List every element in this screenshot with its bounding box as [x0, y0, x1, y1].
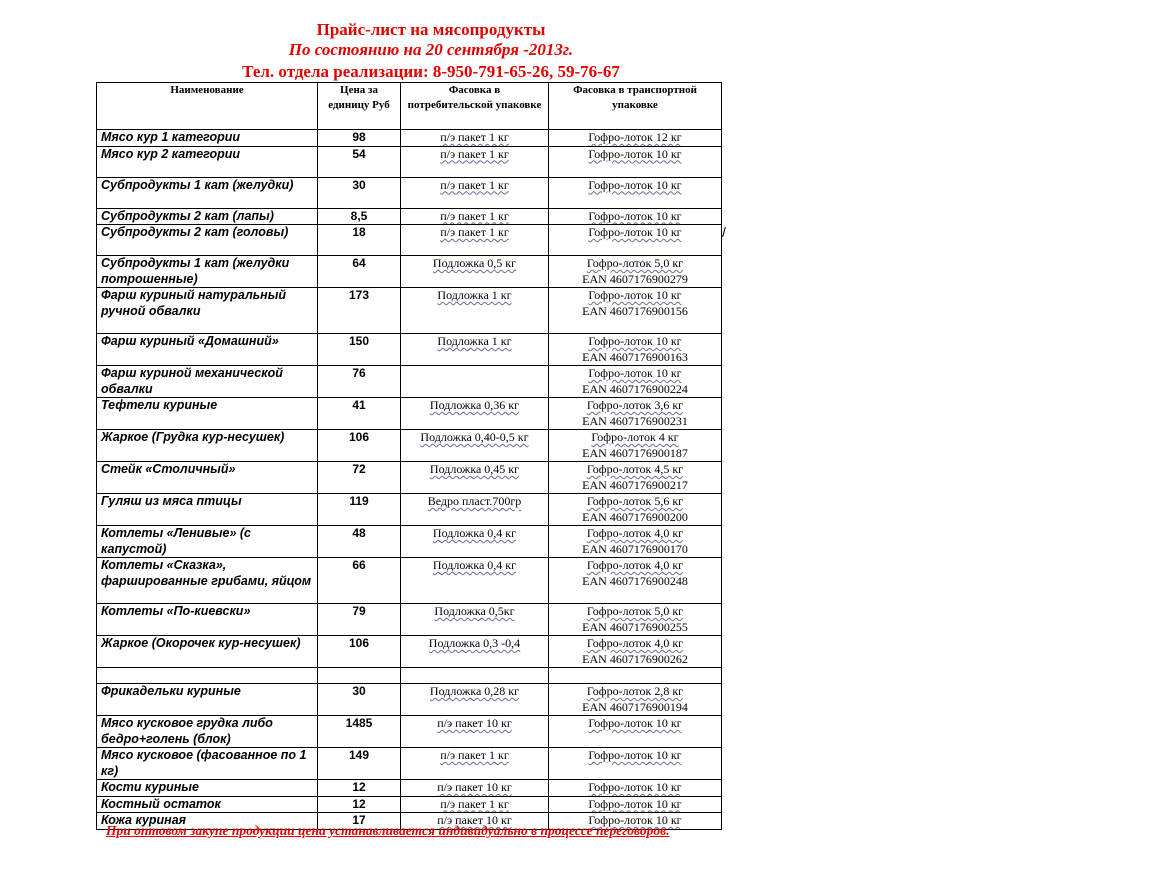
- product-name-cell-text: Мясо кусковое (фасованное по 1 кг): [101, 748, 307, 778]
- table-row: [97, 716, 722, 748]
- column-header-transport: Фасовка в транспортной упаковке: [549, 83, 722, 130]
- transport-pack-cell: [549, 780, 722, 797]
- consumer-pack-cell: [401, 716, 549, 748]
- transport-pack-cell-text: Гофро-лоток 2,8 кг: [586, 684, 684, 698]
- consumer-pack-cell: [401, 256, 549, 288]
- transport-pack-cell-text: Гофро-лоток 10 кг: [588, 748, 682, 762]
- product-name-cell: [97, 604, 318, 636]
- price-cell-text: 106: [348, 636, 370, 650]
- table-row: [97, 494, 722, 526]
- price-cell-text: 41: [352, 398, 366, 412]
- table-row: [97, 558, 722, 604]
- consumer-pack-cell-text: п/э пакет 10 кг: [437, 813, 512, 827]
- consumer-pack-cell-text: п/э пакет 1 кг: [440, 208, 509, 223]
- price-cell: [318, 208, 401, 225]
- price-cell: [318, 558, 401, 604]
- transport-pack-cell: [549, 398, 722, 430]
- table-row: [97, 748, 722, 780]
- consumer-pack-cell: [401, 398, 549, 430]
- product-name-cell: [97, 146, 318, 177]
- price-cell: [318, 636, 401, 668]
- consumer-pack-cell-text: п/э пакет 10 кг: [437, 716, 512, 730]
- ean-code: EAN 4607176900262: [582, 651, 688, 666]
- price-cell-text: 64: [352, 256, 366, 270]
- price-cell-text: 79: [352, 604, 366, 618]
- table-row: [97, 636, 722, 668]
- product-name-cell: [97, 668, 318, 684]
- price-cell: [318, 334, 401, 366]
- product-name-cell: [97, 256, 318, 288]
- product-name-cell: [97, 334, 318, 366]
- table-row: [97, 668, 722, 684]
- price-cell-text: 98: [352, 130, 366, 144]
- product-name-cell-text: Тефтели куриные: [101, 398, 218, 412]
- price-cell: [318, 604, 401, 636]
- price-cell: [318, 288, 401, 334]
- table-row: [97, 288, 722, 334]
- table-row: [97, 780, 722, 797]
- price-table-body: [97, 130, 722, 830]
- product-name-cell: [97, 225, 318, 256]
- date-line: По состоянию на 20 сентября -2013г.: [288, 40, 574, 59]
- price-cell: [318, 398, 401, 430]
- product-name-cell: [97, 177, 318, 208]
- transport-pack-cell: [549, 177, 722, 208]
- price-cell: [318, 494, 401, 526]
- product-name-cell-text: Фарш куриной механической обвалки: [101, 366, 283, 396]
- transport-pack-cell-text: Гофро-лоток 5,6 кг: [586, 494, 684, 508]
- price-cell-text: 30: [352, 177, 366, 192]
- price-cell: [318, 684, 401, 716]
- table-row: [97, 796, 722, 813]
- consumer-pack-cell: [401, 334, 549, 366]
- product-name-cell: [97, 684, 318, 716]
- transport-pack-cell-text: Гофро-лоток 10 кг: [588, 208, 682, 223]
- product-name-cell: [97, 780, 318, 797]
- product-name-cell: [97, 398, 318, 430]
- price-cell: [318, 748, 401, 780]
- transport-pack-cell: [549, 636, 722, 668]
- transport-pack-cell-text: Гофро-лоток 4,0 кг: [586, 558, 684, 572]
- transport-pack-cell: [549, 796, 722, 813]
- price-cell-text: 119: [349, 494, 369, 508]
- transport-pack-cell-text: Гофро-лоток 10 кг: [588, 177, 682, 192]
- consumer-pack-cell: [401, 288, 549, 334]
- product-name-cell-text: Котлеты «Сказка», фаршированные грибами, яйцом: [101, 558, 312, 588]
- table-row: [97, 177, 722, 208]
- price-cell: [318, 526, 401, 558]
- consumer-pack-cell: [401, 526, 549, 558]
- table-row: [97, 604, 722, 636]
- price-cell: [318, 256, 401, 288]
- price-cell-text: 1485: [345, 716, 373, 730]
- price-cell-text: 30: [352, 684, 366, 698]
- product-name-cell: [97, 558, 318, 604]
- consumer-pack-cell: [401, 796, 549, 813]
- table-row: [97, 256, 722, 288]
- price-cell-text: 17: [352, 813, 366, 827]
- transport-pack-cell-text: Гофро-лоток 10 кг: [588, 288, 682, 302]
- consumer-pack-cell-text: п/э пакет 1 кг: [440, 796, 509, 811]
- transport-pack-cell: [549, 462, 722, 494]
- transport-pack-cell: [549, 604, 722, 636]
- transport-pack-cell: [549, 668, 722, 684]
- price-cell-text: 48: [352, 526, 366, 540]
- product-name-cell: [97, 208, 318, 225]
- product-name-cell-text: Субпродукты 2 кат (лапы): [101, 208, 274, 223]
- product-name-cell-text: Жаркое (Окорочек кур-несушек): [101, 636, 301, 650]
- consumer-pack-cell-text: Подложка 0,45 кг: [429, 462, 520, 476]
- table-row: [97, 334, 722, 366]
- price-cell: [318, 366, 401, 398]
- price-table: [96, 82, 722, 830]
- ean-code: EAN 4607176900279: [582, 271, 688, 286]
- consumer-pack-cell-text: Подложка 0,4 кг: [432, 558, 517, 572]
- consumer-pack-cell: [401, 558, 549, 604]
- product-name-cell: [97, 462, 318, 494]
- product-name-cell: [97, 716, 318, 748]
- product-name-cell-text: Фарш куриный «Домашний»: [101, 334, 279, 348]
- ean-code: EAN 4607176900231: [582, 413, 688, 428]
- table-row: [97, 684, 722, 716]
- product-name-cell-text: Субпродукты 1 кат (желудки потрошенные): [101, 256, 290, 286]
- table-row: [97, 225, 722, 256]
- footer-note: При оптовом закупе продукции цена устанавливается индивидуально в процессе переговоров.: [106, 823, 670, 838]
- price-cell: [318, 716, 401, 748]
- product-name-cell-text: Стейк «Столичный»: [101, 462, 236, 476]
- price-cell: [318, 462, 401, 494]
- transport-pack-cell: [549, 526, 722, 558]
- table-row: [97, 526, 722, 558]
- transport-pack-cell-text: Гофро-лоток 3,6 кг: [586, 398, 684, 412]
- transport-pack-cell-text: Гофро-лоток 4 кг: [591, 430, 679, 444]
- price-cell-text: 173: [348, 288, 370, 302]
- transport-pack-cell-text: Гофро-лоток 10 кг: [588, 813, 682, 827]
- price-cell: [318, 177, 401, 208]
- transport-pack-cell-text: Гофро-лоток 10 кг: [588, 366, 682, 380]
- column-header-name: Наименование: [97, 83, 318, 130]
- transport-pack-cell-text: Гофро-лоток 10 кг: [588, 146, 682, 161]
- consumer-pack-cell-text: Подложка 0,4 кг: [432, 526, 517, 540]
- product-name-cell-text: Фарш куриный натуральный ручной обвалки: [101, 288, 287, 318]
- consumer-pack-cell-text: Подложка 0,28 кг: [429, 684, 520, 698]
- price-cell-text: 8,5: [350, 208, 368, 223]
- price-cell: [318, 225, 401, 256]
- ean-code: EAN 4607176900224: [582, 381, 688, 396]
- transport-pack-cell: [549, 334, 722, 366]
- page-title: Прайс-лист на мясопродукты: [316, 20, 546, 39]
- consumer-pack-cell-text: п/э пакет 1 кг: [440, 748, 509, 762]
- consumer-pack-cell: [401, 430, 549, 462]
- consumer-pack-cell-text: Подложка 0,5кг: [434, 604, 515, 618]
- product-name-cell: [97, 130, 318, 147]
- table-row: [97, 398, 722, 430]
- transport-pack-cell: [549, 716, 722, 748]
- transport-pack-cell-text: Гофро-лоток 10 кг: [588, 225, 682, 239]
- transport-pack-cell: [549, 208, 722, 225]
- transport-pack-cell-text: Гофро-лоток 12 кг: [588, 130, 682, 144]
- transport-pack-cell-text: Гофро-лоток 5,0 кг: [586, 604, 684, 618]
- product-name-cell-text: Кожа куриная: [101, 813, 187, 827]
- ean-code: EAN 4607176900163: [582, 349, 688, 364]
- price-cell-text: 12: [352, 780, 366, 794]
- transport-pack-cell-text: Гофро-лоток 10 кг: [588, 796, 682, 811]
- consumer-pack-cell-text: Подложка 0,5 кг: [432, 256, 517, 270]
- consumer-pack-cell-text: Ведро пласт.700гр: [427, 494, 522, 508]
- consumer-pack-cell: [401, 366, 549, 398]
- price-cell-text: 72: [352, 462, 366, 476]
- product-name-cell-text: Субпродукты 1 кат (желудки): [101, 177, 294, 192]
- product-name-cell-text: Костный остаток: [101, 796, 221, 811]
- ean-code: EAN 4607176900187: [582, 445, 688, 460]
- consumer-pack-cell: [401, 604, 549, 636]
- product-name-cell-text: Котлеты «Ленивые» (с капустой): [101, 526, 252, 556]
- price-cell: [318, 430, 401, 462]
- price-cell: [318, 668, 401, 684]
- price-cell: [318, 780, 401, 797]
- transport-pack-cell-text: Гофро-лоток 4,5 кг: [586, 462, 684, 476]
- product-name-cell: [97, 636, 318, 668]
- consumer-pack-cell-text: п/э пакет 1 кг: [440, 146, 509, 161]
- product-name-cell: [97, 526, 318, 558]
- transport-pack-cell-text: Гофро-лоток 10 кг: [588, 780, 682, 794]
- ean-code: EAN 4607176900217: [582, 477, 688, 492]
- consumer-pack-cell-text: п/э пакет 1 кг: [440, 225, 509, 239]
- transport-pack-cell-text: Гофро-лоток 10 кг: [588, 334, 682, 348]
- price-cell: [318, 796, 401, 813]
- column-header-consumer: Фасовка в потребительской упаковке: [401, 83, 549, 130]
- product-name-cell: [97, 748, 318, 780]
- transport-pack-cell-text: Гофро-лоток 5,0 кг: [586, 256, 684, 270]
- transport-pack-cell: [549, 684, 722, 716]
- price-cell-text: 18: [352, 225, 366, 239]
- transport-pack-cell-text: Гофро-лоток 4,0 кг: [586, 526, 684, 540]
- product-name-cell: [97, 430, 318, 462]
- consumer-pack-cell-text: п/э пакет 10 кг: [437, 780, 512, 794]
- price-cell-text: 76: [352, 366, 366, 380]
- stray-mark: /: [722, 224, 726, 240]
- ean-code: EAN 4607176900248: [582, 573, 688, 588]
- column-header-price: Цена за единицу Руб: [318, 83, 401, 130]
- price-cell-text: 12: [352, 796, 366, 811]
- ean-code: EAN 4607176900170: [582, 541, 688, 556]
- ean-code: EAN 4607176900194: [582, 699, 688, 714]
- transport-pack-cell: [549, 288, 722, 334]
- product-name-cell-text: Фрикадельки куриные: [101, 684, 241, 698]
- price-cell: [318, 146, 401, 177]
- product-name-cell-text: Мясо кур 1 категории: [101, 130, 241, 144]
- consumer-pack-cell: [401, 780, 549, 797]
- product-name-cell-text: Гуляш из мяса птицы: [101, 494, 242, 508]
- consumer-pack-cell-text: Подложка 0,3 -0,4: [428, 636, 521, 650]
- consumer-pack-cell-text: п/э пакет 1 кг: [440, 130, 509, 144]
- consumer-pack-cell: [401, 208, 549, 225]
- consumer-pack-cell-text: Подложка 0,40-0,5 кг: [420, 430, 529, 444]
- table-row: [97, 208, 722, 225]
- ean-code: EAN 4607176900156: [582, 303, 688, 318]
- transport-pack-cell: [549, 494, 722, 526]
- consumer-pack-cell: [401, 636, 549, 668]
- product-name-cell-text: Субпродукты 2 кат (головы): [101, 225, 289, 239]
- table-row: [97, 366, 722, 398]
- transport-pack-cell: [549, 748, 722, 780]
- product-name-cell: [97, 796, 318, 813]
- price-cell-text: 54: [352, 146, 366, 161]
- consumer-pack-cell: [401, 130, 549, 147]
- price-cell-text: 149: [348, 748, 370, 762]
- transport-pack-cell: [549, 558, 722, 604]
- transport-pack-cell: [549, 225, 722, 256]
- ean-code: EAN 4607176900200: [582, 509, 688, 524]
- consumer-pack-cell-text: Подложка 1 кг: [437, 288, 512, 302]
- table-row: [97, 462, 722, 494]
- consumer-pack-cell: [401, 668, 549, 684]
- consumer-pack-cell: [401, 748, 549, 780]
- product-name-cell-text: Мясо кусковое грудка либо бедро+голень (блок): [101, 716, 273, 746]
- consumer-pack-cell-text: п/э пакет 1 кг: [440, 177, 509, 192]
- table-row: [97, 130, 722, 147]
- product-name-cell: [97, 288, 318, 334]
- transport-pack-cell: [549, 366, 722, 398]
- table-row: [97, 430, 722, 462]
- price-cell-text: 66: [352, 558, 366, 572]
- transport-pack-cell: [549, 146, 722, 177]
- transport-pack-cell-text: Гофро-лоток 10 кг: [588, 716, 682, 730]
- product-name-cell-text: Котлеты «По-киевски»: [101, 604, 251, 618]
- consumer-pack-cell: [401, 684, 549, 716]
- product-name-cell-text: Мясо кур 2 категории: [101, 146, 241, 161]
- consumer-pack-cell-text: Подложка 1 кг: [437, 334, 512, 348]
- product-name-cell: [97, 494, 318, 526]
- table-row: [97, 146, 722, 177]
- price-cell: [318, 130, 401, 147]
- price-cell-text: 106: [348, 430, 370, 444]
- transport-pack-cell: [549, 430, 722, 462]
- transport-pack-cell: [549, 256, 722, 288]
- consumer-pack-cell-text: Подложка 0,36 кг: [429, 398, 520, 412]
- phone-line: Тел. отдела реализации: 8-950-791-65-26, 59-76-67: [242, 62, 620, 81]
- consumer-pack-cell: [401, 177, 549, 208]
- ean-code: EAN 4607176900255: [582, 619, 688, 634]
- consumer-pack-cell: [401, 146, 549, 177]
- product-name-cell-text: Жаркое (Грудка кур-несушек): [101, 430, 285, 444]
- product-name-cell: [97, 366, 318, 398]
- transport-pack-cell-text: Гофро-лоток 4,0 кг: [586, 636, 684, 650]
- consumer-pack-cell: [401, 494, 549, 526]
- price-cell-text: 150: [348, 334, 370, 348]
- consumer-pack-cell: [401, 225, 549, 256]
- consumer-pack-cell: [401, 462, 549, 494]
- product-name-cell-text: Кости куриные: [101, 780, 199, 794]
- transport-pack-cell: [549, 130, 722, 147]
